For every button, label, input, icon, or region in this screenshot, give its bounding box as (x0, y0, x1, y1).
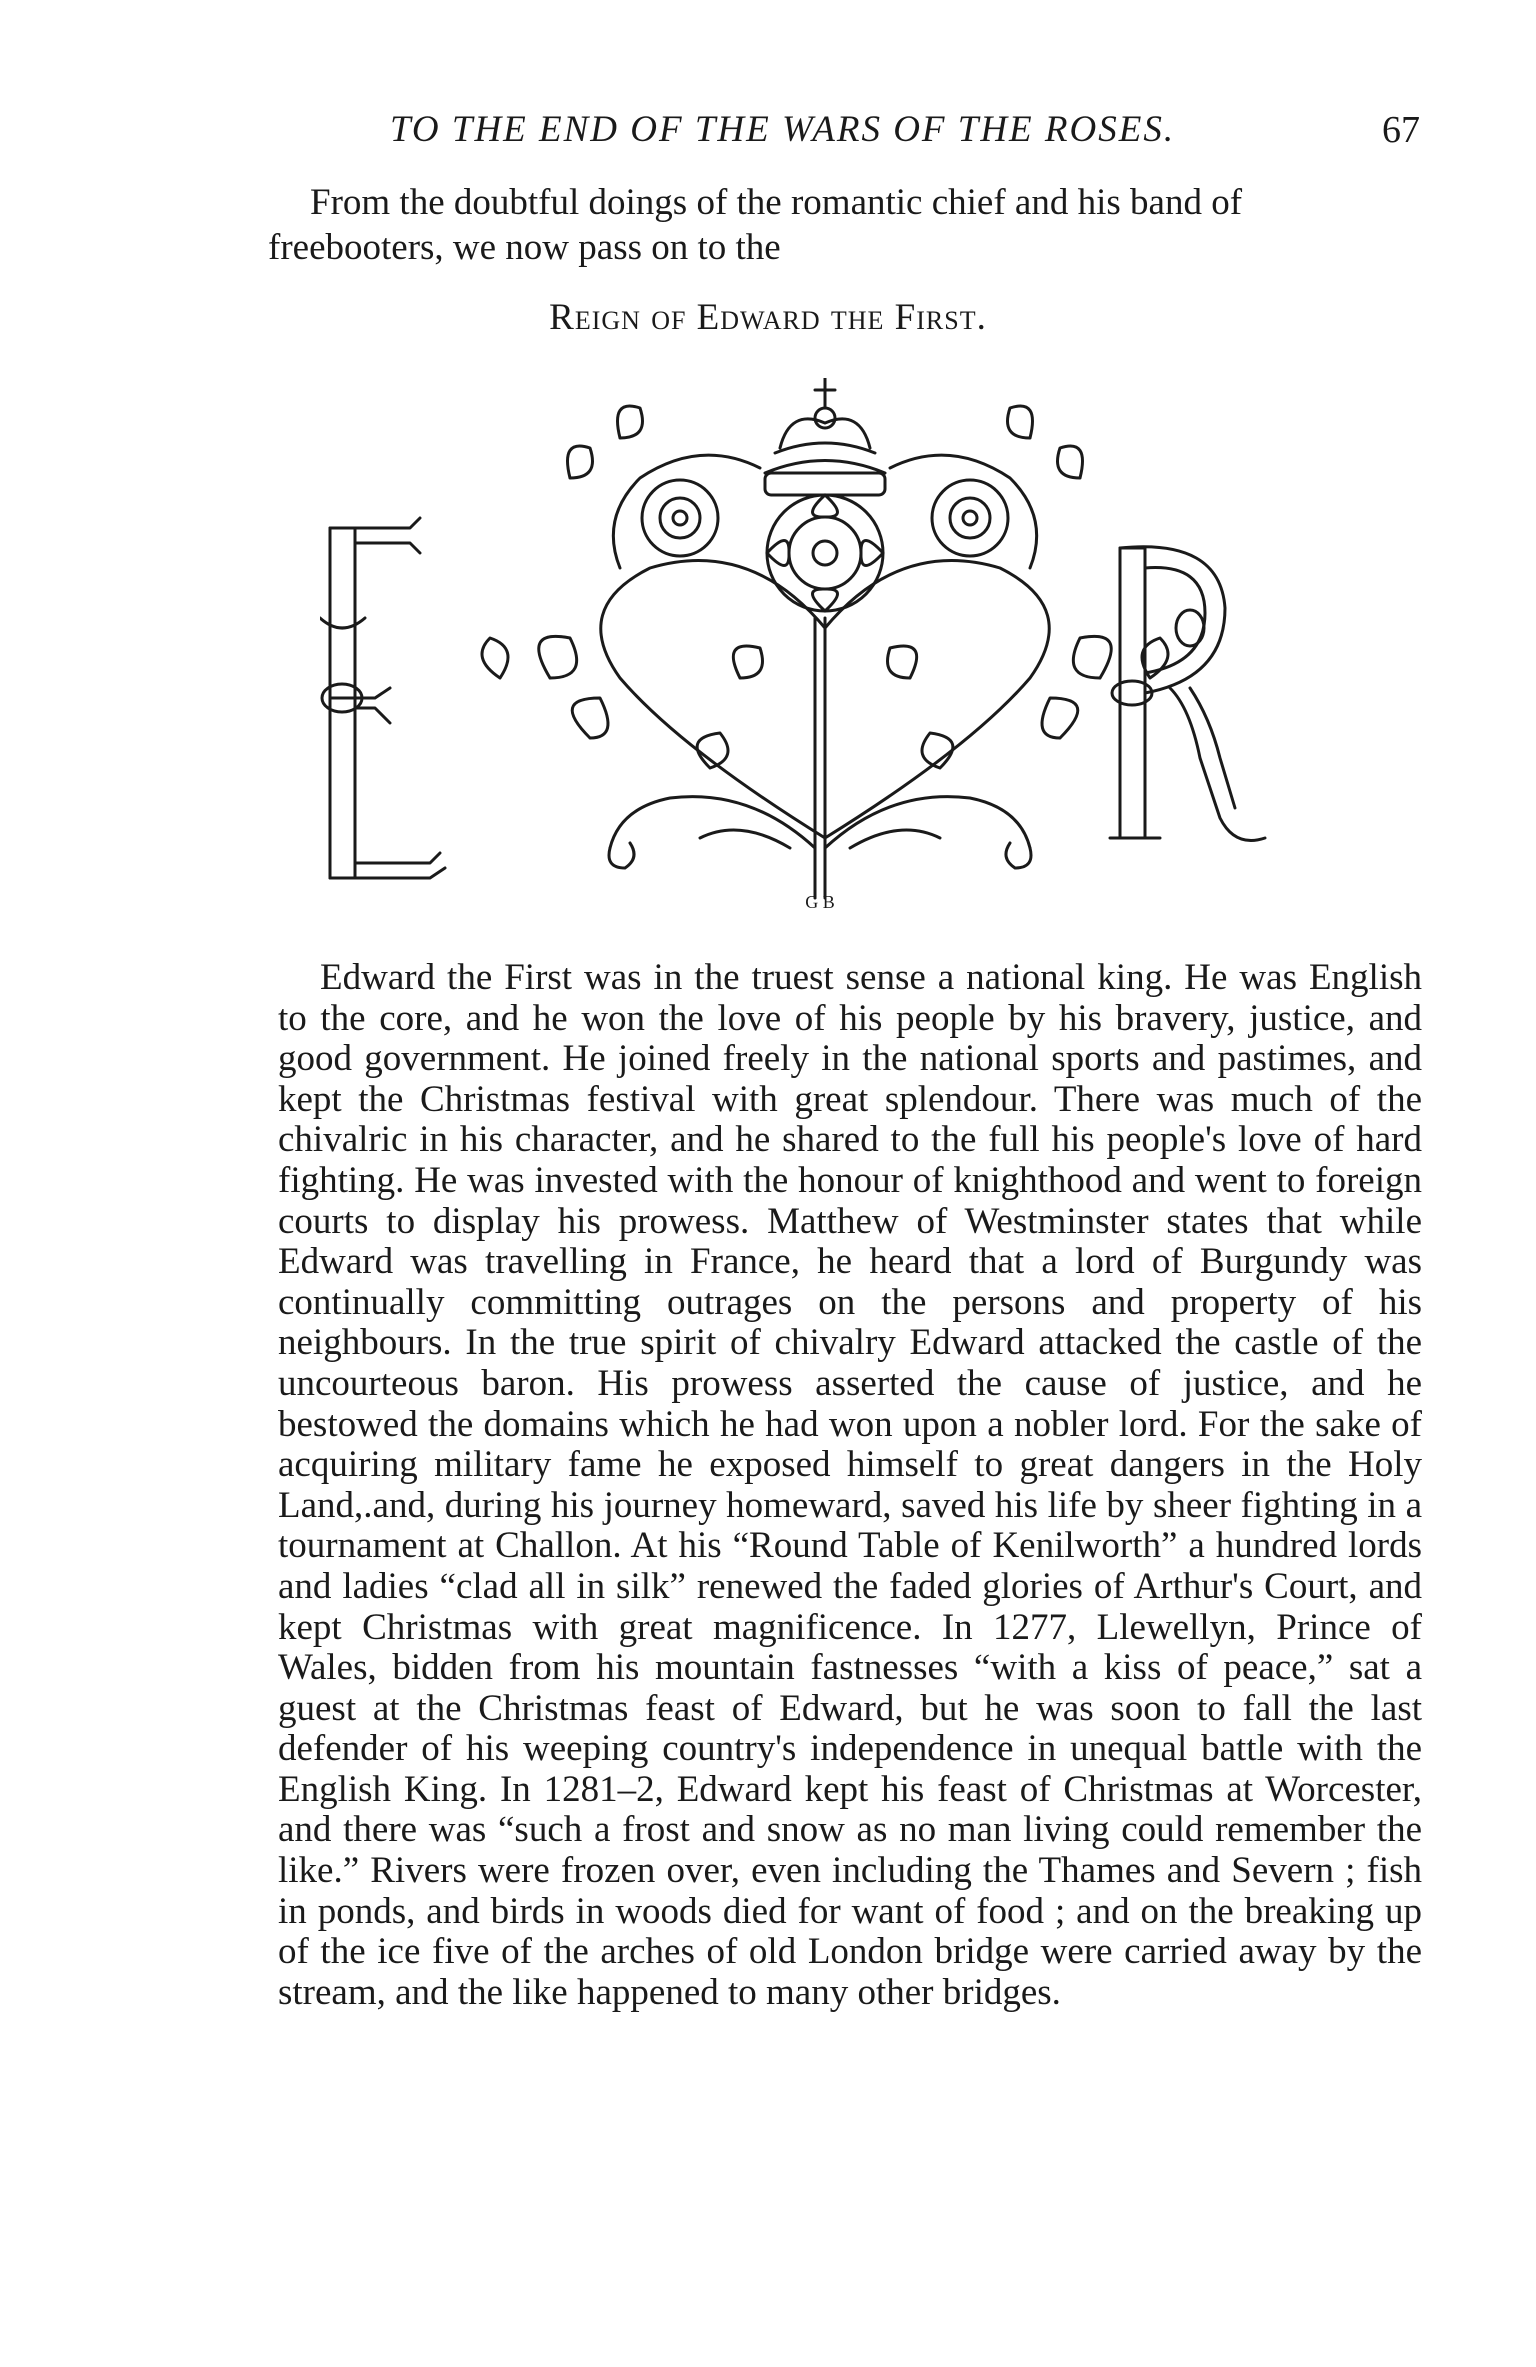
tudor-rose-icon (767, 495, 883, 611)
running-head (270, 108, 1420, 158)
section-heading-text: Reign of Edward the First. (549, 297, 987, 338)
right-letter-label: R (1132, 818, 1133, 819)
scroll-tendrils (609, 797, 1031, 868)
letter-e-text: E (366, 912, 368, 914)
left-letter-label: E (342, 858, 343, 859)
body-paragraph: Edward the First was in the truest sense a national king. He was English to the core, and he won the love of his people by his bravery, justice, and good government. He joined freely in the national sports and pastimes, and kept the Christmas festival with great splendour. There was much of the chivalric in his character, and he shared to the full his people's love of hard fighting. He was invested with the honour of knighthood and went to foreign courts to display his prowess. Matthew of Westminster states that while Edward was travelling in France, he heard that a lord of Burgundy was continually committing outrages on the persons and property of his neighbours. In the true spirit of chivalry Edward attacked the castle of the uncourteous baron. His prowess asserted the cause of justice, and he bestowed the domains which he had won upon a nobler lord. For the sake of acquiring military fame he exposed himself to great dangers in the Holy Land,.and, during his journey homeward, saved his life by sheer fighting in a tournament at Challon. At his “Round Table of Kenilworth” a hundred lords and ladies “clad all in silk” renewed the faded glories of Arthur's Court, and kept Christmas with great magnificence. In 1277, Llewellyn, Prince of Wales, bidden from his mountain fastnesses “with a kiss of peace,” sat a guest at the Christmas feast of Edward, but he was soon to fall the last defender of his weeping country's independence in unequal battle with the English King. In 1281–2, Edward kept his feast of Christmas at Worcester, and there was “such a frost and snow as no man living could remember the like.” Rivers were frozen over, even including the Thames and Severn ; fish in ponds, and birds in woods died for want of food ; and on the breaking up of the ice five of the arches of old London bridge were carried away by the stream, and the like happened to many other bridges. (278, 957, 1422, 2013)
intro-paragraph: From the doubtful doings of the romantic chief and his band of freebooters, we now pass on to the (268, 182, 1243, 268)
letter-e-ornament (320, 518, 445, 914)
left-rose-icon (642, 480, 718, 556)
running-title: TO THE END OF THE WARS OF THE ROSES. (390, 109, 1176, 150)
page-number: 67 (1382, 109, 1420, 151)
letter-r-ornament (1110, 547, 1265, 841)
right-rose-icon (932, 480, 1008, 556)
illustrator-monogram: G B (805, 892, 835, 912)
royal-cipher-illustration (320, 378, 1420, 918)
vine-frame (601, 455, 1049, 898)
section-heading (0, 296, 1536, 339)
crown-icon (765, 378, 885, 495)
